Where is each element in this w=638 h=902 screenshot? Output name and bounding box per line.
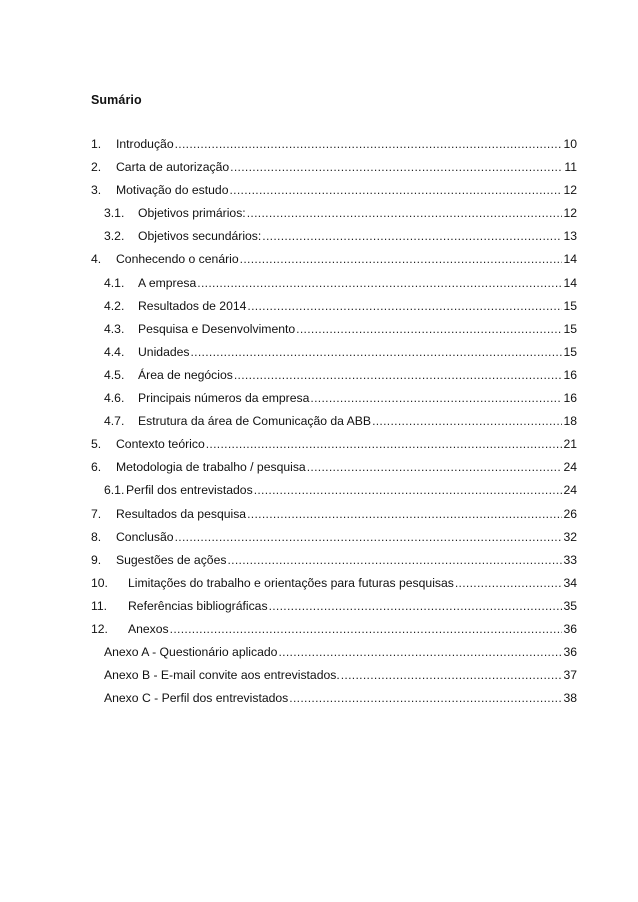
toc-entry-number: 8.	[91, 529, 102, 544]
toc-entry-label: Resultados de 2014	[138, 298, 247, 313]
toc-entry-page: 38	[563, 691, 577, 706]
toc-entry-label: Área de negócios	[138, 367, 233, 382]
toc-entry-page: 24	[563, 460, 577, 475]
toc-annex-entry[interactable]	[91, 645, 577, 668]
toc-entry-page: 16	[563, 391, 577, 406]
dot-leader	[341, 668, 562, 682]
toc-entry-page: 11	[564, 160, 577, 175]
toc-entry-number: 4.5.	[104, 367, 125, 382]
toc-entry-label: Introdução	[116, 137, 174, 151]
toc-subentry[interactable]	[91, 368, 577, 391]
dot-leader	[191, 345, 563, 359]
toc-entry[interactable]	[91, 576, 577, 599]
dot-leader	[229, 183, 562, 197]
dot-leader	[240, 252, 562, 266]
dot-leader	[296, 322, 562, 336]
toc-entry-number: 4.1.	[104, 275, 125, 290]
toc-entry-number: 3.	[91, 183, 102, 198]
dot-leader	[175, 530, 562, 544]
toc-entry-number: 6.1.	[104, 483, 125, 498]
toc-subentry[interactable]	[91, 322, 577, 345]
toc-entry[interactable]	[91, 507, 577, 530]
dot-leader	[197, 276, 562, 290]
toc-entry-label: Objetivos primários:	[138, 206, 246, 221]
toc-entry-label: Anexos	[128, 621, 169, 636]
toc-entry-label: Estrutura da área de Comunicação da ABB	[138, 414, 372, 429]
dot-leader	[206, 437, 562, 451]
dot-leader	[247, 507, 562, 521]
toc-entry-label: Motivação do estudo	[116, 183, 229, 198]
toc-entry-page: 12	[563, 183, 577, 198]
toc-entry-label: Conhecendo o cenário	[116, 252, 239, 267]
toc-entry[interactable]	[91, 183, 577, 206]
toc-entry-page: 12	[563, 206, 577, 221]
toc-entry-label: Conclusão	[116, 529, 174, 544]
toc-entry-number: 12.	[91, 621, 108, 636]
toc-entry-page: 24	[563, 483, 577, 498]
toc-entry-number: 4.7.	[104, 414, 125, 429]
toc-entry-page: 36	[563, 621, 577, 636]
dot-leader	[307, 460, 562, 474]
toc-entry-number: 4.	[91, 252, 102, 267]
dot-leader	[289, 691, 562, 705]
toc-entry-number: 6.	[91, 460, 102, 475]
dot-leader	[247, 299, 562, 313]
toc-entry-label: Sugestões de ações	[116, 552, 227, 567]
toc-subentry[interactable]	[91, 276, 577, 299]
toc-entry-label: A empresa	[138, 275, 197, 290]
toc-subentry[interactable]	[91, 414, 577, 437]
toc-entry-number: 4.4.	[104, 344, 125, 359]
toc-entry-number: 4.3.	[104, 321, 125, 336]
toc-entry-page: 37	[563, 668, 577, 683]
toc-entry-number: 3.1.	[104, 206, 125, 221]
toc-entry-label: Anexo B - E-mail convite aos entrevistados.	[104, 668, 340, 683]
toc-entry-number: 3.2.	[104, 229, 125, 244]
toc-entry[interactable]	[91, 252, 577, 275]
toc-entry[interactable]	[91, 460, 577, 483]
toc-entry[interactable]	[91, 137, 577, 160]
toc-entry[interactable]	[91, 437, 577, 460]
toc-entry-number: 4.2.	[104, 298, 125, 313]
dot-leader	[262, 229, 562, 243]
toc-annex-entry[interactable]	[91, 691, 577, 714]
toc-entry-label: Metodologia de trabalho / pesquisa	[116, 460, 306, 475]
toc-entry-number: 7.	[91, 506, 102, 521]
dot-leader	[310, 391, 562, 405]
toc-entry-page: 16	[563, 367, 577, 382]
toc-subentry[interactable]	[91, 391, 577, 414]
table-of-contents	[91, 137, 577, 714]
toc-entry-number: 5.	[91, 437, 102, 452]
toc-entry-page: 36	[563, 645, 577, 660]
toc-subentry[interactable]	[91, 229, 577, 252]
dot-leader	[230, 160, 562, 174]
toc-subentry[interactable]	[91, 206, 577, 229]
toc-entry-page: 13	[563, 229, 577, 244]
dot-leader	[227, 553, 562, 567]
toc-entry-label: Objetivos secundários:	[138, 229, 262, 244]
toc-entry-page: 14	[563, 252, 577, 267]
toc-entry-page: 18	[563, 414, 577, 429]
toc-subentry[interactable]	[91, 345, 577, 368]
toc-entry-page: 15	[563, 344, 577, 359]
dot-leader	[170, 622, 562, 636]
dot-leader	[269, 599, 562, 613]
dot-leader	[247, 206, 562, 220]
toc-entry-label: Contexto teórico	[116, 437, 205, 452]
dot-leader	[234, 368, 562, 382]
dot-leader	[175, 137, 562, 151]
toc-subentry[interactable]	[91, 299, 577, 322]
toc-entry[interactable]	[91, 622, 577, 645]
toc-entry-number: 9.	[91, 552, 102, 567]
toc-entry-page: 15	[563, 298, 577, 313]
toc-entry-label: Anexo C - Perfil dos entrevistados	[104, 691, 289, 706]
toc-entry-page: 14	[563, 275, 577, 290]
toc-entry-page: 15	[563, 321, 577, 336]
dot-leader	[254, 483, 562, 497]
toc-entry-label: Referências bibliográficas	[128, 598, 268, 613]
toc-entry-label: Pesquisa e Desenvolvimento	[138, 321, 296, 336]
toc-entry-label: Unidades	[138, 344, 190, 359]
toc-entry[interactable]	[91, 530, 577, 553]
toc-entry-label: Anexo A - Questionário aplicado	[104, 645, 278, 660]
toc-entry-page: 26	[563, 506, 577, 521]
toc-entry[interactable]	[91, 553, 577, 576]
toc-entry-label: Resultados da pesquisa	[116, 506, 247, 521]
toc-entry-number: 4.6.	[104, 391, 125, 406]
toc-entry-page: 21	[563, 437, 577, 452]
toc-entry-label: Limitações do trabalho e orientações para futuras pesquisas	[128, 575, 454, 590]
toc-entry-page: 34	[563, 575, 577, 590]
toc-subentry[interactable]	[91, 483, 577, 506]
toc-entry-page: 10	[563, 137, 577, 151]
toc-entry-page: 35	[563, 598, 577, 613]
toc-entry-label: Carta de autorização	[116, 160, 230, 175]
page-title: Sumário	[91, 93, 142, 107]
toc-entry[interactable]	[91, 160, 577, 183]
toc-entry-number: 1.	[91, 137, 102, 151]
dot-leader	[278, 645, 562, 659]
toc-entry-page: 33	[563, 552, 577, 567]
toc-entry-page: 32	[563, 529, 577, 544]
toc-annex-entry[interactable]	[91, 668, 577, 691]
dot-leader	[455, 576, 562, 590]
dot-leader	[372, 414, 562, 428]
toc-entry-number: 11.	[91, 598, 108, 613]
toc-entry-number: 2.	[91, 160, 102, 175]
toc-entry[interactable]	[91, 599, 577, 622]
toc-entry-number: 10.	[91, 575, 108, 590]
toc-entry-label: Perfil dos entrevistados	[126, 483, 253, 498]
toc-entry-label: Principais números da empresa	[138, 391, 310, 406]
